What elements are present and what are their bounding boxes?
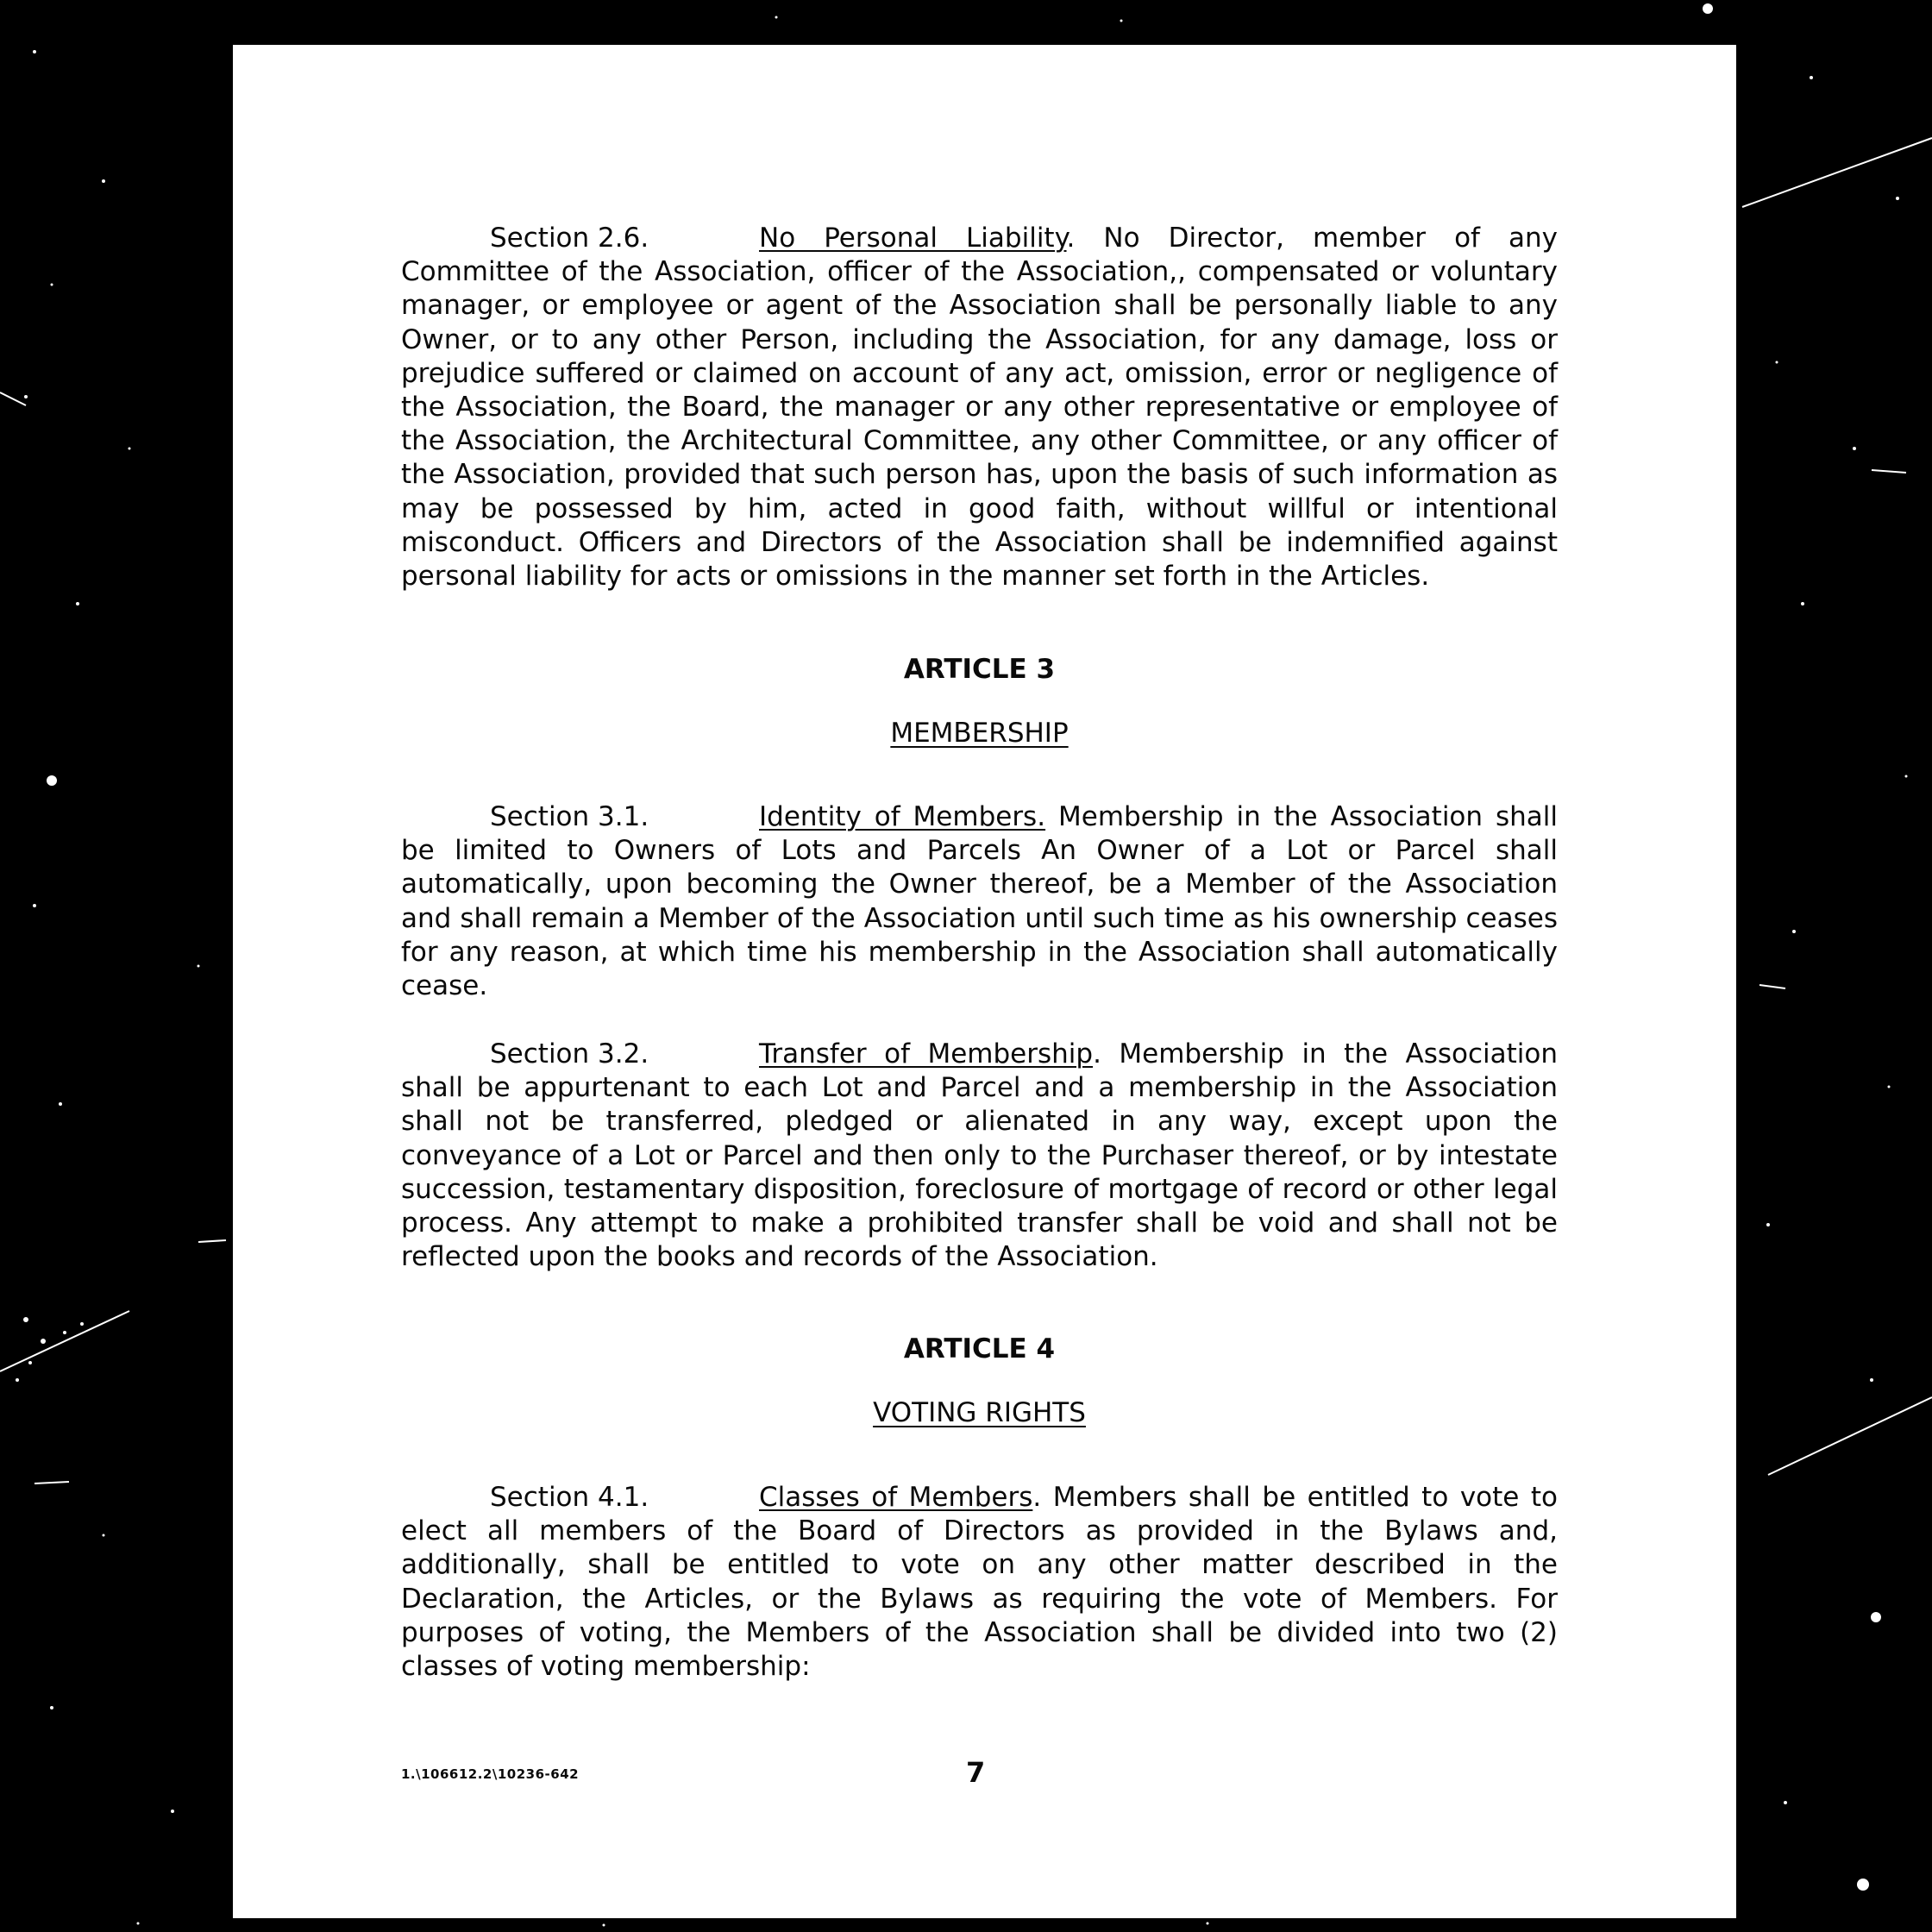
section-text: . Membership in the Association shall be appurtenant to each Lot and Parcel and a membership in the Association shall not be transferred, pledged or alienated in any way, except upon the conveyance of a Lot or Parcel and then only to the Purchaser thereof, or by intestate succession, testamentary disposition, foreclosure of mortgage of record or other legal process. Any attempt to make a prohibited transfer shall be void and shall not be reflected upon the books and records of the Association. (401, 1038, 1559, 1273)
section-text: . No Director, member of any Committee of the Association, officer of the Association,, compensated or voluntary manager, or employee or agent of the Association shall be personally liable to any Owner, or to any other Person, including the Association, for any damage, loss or prejudice suffered or claimed on account of any act, omission, error or negligence of the Association, the Board, the manager or any other representative or employee of the Association, the Architectural Committee, any other Committee, or any officer of the Association, provided that such person has, upon the basis of such information as may be possessed by him, acted in good faith, without willful or intentional misconduct. Officers and Directors of the Association shall be indemnified against personal liability for acts or omissions in the manner set forth in the Articles. (401, 223, 1558, 593)
article-4-title (401, 1397, 1558, 1428)
article-title: MEMBERSHIP (890, 718, 1069, 749)
section-title: Classes of Members (759, 1482, 1033, 1513)
section-2-6-paragraph (401, 222, 1558, 593)
article-4-heading: ARTICLE 4 (903, 1333, 1056, 1364)
article-3-heading: ARTICLE 3 (903, 654, 1056, 685)
section-3-2-paragraph (401, 1038, 1558, 1274)
document-page (233, 45, 1736, 1918)
section-text: . Members shall be entitled to vote to elect all members of the Board of Directors as provided in the Bylaws and, additionally, shall be entitled to vote on any other matter described in the Declaration, the Articles, or the Bylaws as requiring the vote of Members. For purposes of voting, the Members of the Association shall be divided into two (2) classes of voting membership: (401, 1482, 1558, 1683)
section-number: Section 3.2. (490, 1038, 649, 1070)
section-text: Membership in the Association shall be limited to Owners of Lots and Parcels An Owner of a Lot or Parcel shall automatically, upon becoming the Owner thereof, be a Member of the Association and shall remain a Member of the Association until such time as his ownership ceases for any reason, at which time his membership in the Association shall automatically cease. (401, 801, 1558, 1002)
section-title: Transfer of Membership (759, 1038, 1094, 1070)
section-title: Identity of Members. (759, 801, 1046, 832)
section-title: No Personal Liability (759, 223, 1067, 254)
section-number: Section 3.1. (490, 801, 649, 832)
section-3-1-paragraph (401, 800, 1558, 1003)
section-number: Section 2.6. (490, 223, 649, 254)
page-number: 7 (966, 1756, 986, 1789)
document-id: 1.\106612.2\10236-642 (401, 1766, 580, 1782)
article-title: VOTING RIGHTS (873, 1397, 1086, 1428)
section-4-1-paragraph (401, 1481, 1558, 1684)
article-3-title (401, 718, 1558, 749)
section-number: Section 4.1. (490, 1482, 649, 1513)
